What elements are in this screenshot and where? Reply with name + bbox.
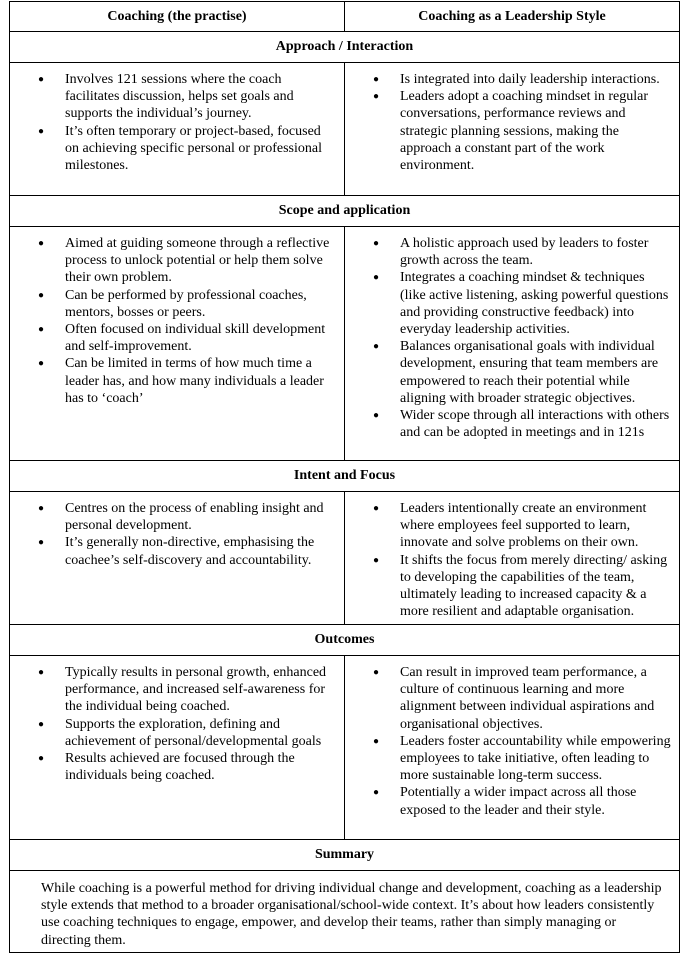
list-item: ● Can result in improved team performance, a culture of continuous learning and more alignment between individual aspirations and organisational objectives. — [345, 664, 673, 733]
bullet-list — [10, 664, 344, 784]
list-item: ● Can be limited in terms of how much time a leader has, and how many individuals a leader has to ‘coach’ — [10, 355, 338, 407]
summary-row — [10, 871, 680, 953]
bullet-list — [10, 500, 344, 569]
list-item: ● Often focused on individual skill development and self-improvement. — [10, 321, 338, 355]
section-header-row — [10, 840, 680, 871]
list-item: ● Can be performed by professional coaches, mentors, bosses or peers. — [10, 287, 338, 321]
bullet-list — [345, 71, 679, 174]
section-content-row — [10, 227, 680, 461]
section-content-row — [10, 63, 680, 196]
bullet-list — [10, 235, 344, 407]
list-item: ● Balances organisational goals with individual development, ensuring that team members are empowered to reach their potential while aligning with broader strategic objectives. — [345, 338, 673, 407]
list-item: ● Leaders intentionally create an environment where employees feel supported to learn, innovate and solve problems on their own. — [345, 500, 673, 552]
bullet-list — [345, 500, 679, 620]
summary-header: Summary — [10, 840, 680, 871]
list-item: ● Potentially a wider impact across all those exposed to the leader and their style. — [345, 784, 673, 818]
section-header-row — [10, 32, 680, 63]
column-header-leadership-style: Coaching as a Leadership Style — [345, 2, 680, 32]
list-item: ● Typically results in personal growth, enhanced performance, and increased self-awareness for the individual being coached. — [10, 664, 338, 716]
list-item: ● Aimed at guiding someone through a reflective process to unlock potential or help them solve their own problem. — [10, 235, 338, 287]
right-column-cell — [345, 63, 680, 196]
list-item: ● It’s often temporary or project-based, focused on achieving specific personal or professional milestones. — [10, 123, 338, 175]
section-header-row — [10, 461, 680, 492]
bullet-list — [10, 71, 344, 174]
left-column-cell — [10, 492, 345, 625]
list-item: ● It’s generally non-directive, emphasising the coachee’s self-discovery and accountability. — [10, 534, 338, 568]
section-content-row — [10, 492, 680, 625]
bullet-list — [345, 664, 679, 819]
list-item: ● A holistic approach used by leaders to foster growth across the team. — [345, 235, 673, 269]
list-item: ● Leaders adopt a coaching mindset in regular conversations, performance reviews and strategic planning sessions, making the approach a constant part of the work environment. — [345, 88, 673, 174]
list-item: ● Involves 121 sessions where the coach facilitates discussion, helps set goals and supports the individual’s journey. — [10, 71, 338, 123]
section-header: Outcomes — [10, 625, 680, 656]
section-header: Scope and application — [10, 196, 680, 227]
left-column-cell — [10, 656, 345, 840]
list-item: ● Wider scope through all interactions with others and can be adopted in meetings and in 121s — [345, 407, 673, 441]
list-item: ● Centres on the process of enabling insight and personal development. — [10, 500, 338, 534]
section-header-row — [10, 625, 680, 656]
list-item: ● Is integrated into daily leadership interactions. — [345, 71, 673, 88]
left-column-cell — [10, 63, 345, 196]
list-item: ● Leaders foster accountability while empowering employees to take initiative, often leading to more sustainable long-term success. — [345, 733, 673, 785]
bullet-list — [345, 235, 679, 441]
column-header-coaching-practise: Coaching (the practise) — [10, 2, 345, 32]
section-header-row — [10, 196, 680, 227]
list-item: ● Results achieved are focused through the individuals being coached. — [10, 750, 338, 784]
right-column-cell — [345, 492, 680, 625]
comparison-table — [9, 1, 680, 953]
list-item: ● Supports the exploration, defining and achievement of personal/developmental goals — [10, 716, 338, 750]
summary-text: While coaching is a powerful method for driving individual change and development, coaching as a leadership style extends that method to a broader organisational/school-wide context. It’s about how leaders consistently use coaching techniques to engage, empower, and develop their teams, rather than simply managing or directing them. — [10, 871, 680, 953]
left-column-cell — [10, 227, 345, 461]
section-header: Approach / Interaction — [10, 32, 680, 63]
section-header: Intent and Focus — [10, 461, 680, 492]
section-content-row — [10, 656, 680, 840]
list-item: ● It shifts the focus from merely directing/ asking to developing the capabilities of the team, ultimately leading to increased capacity & a more resilient and adaptable organisation. — [345, 552, 673, 621]
column-header-row — [10, 2, 680, 32]
list-item: ● Integrates a coaching mindset & techniques (like active listening, asking powerful questions and providing constructive feedback) into everyday leadership activities. — [345, 269, 673, 338]
right-column-cell — [345, 227, 680, 461]
right-column-cell — [345, 656, 680, 840]
